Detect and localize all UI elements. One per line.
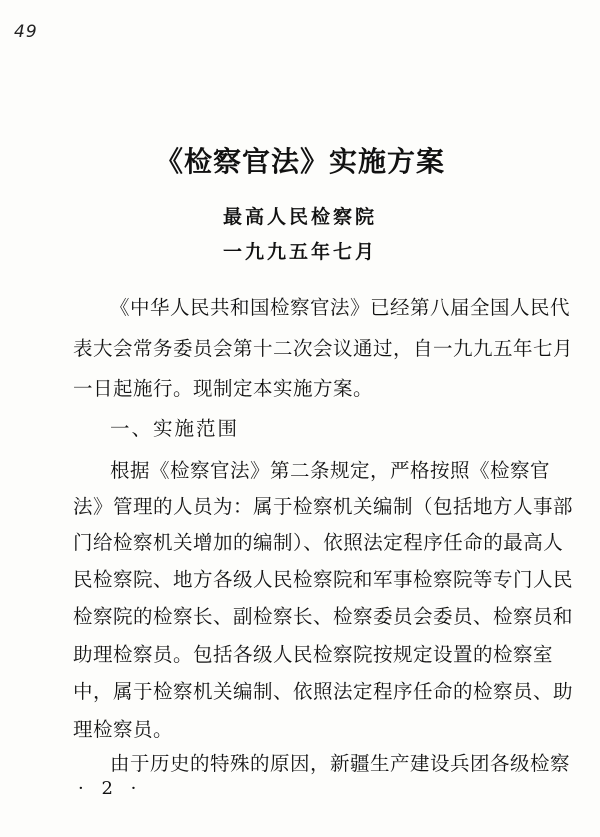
paragraph-2-line: 根据《检察官法》第二条规定，严格按照《检察官 (110, 459, 551, 482)
paragraph-3-line: 由于历史的特殊的原因，新疆生产建设兵团各级检察 (110, 752, 571, 775)
paragraph-2-line: 助理检察员。包括各级人民检察院按规定设置的检察室 (73, 643, 554, 666)
handwritten-page-note: 49 (14, 22, 38, 42)
paragraph-2-line: 检察院的检察长、副检察长、检察委员会委员、检察员和 (73, 605, 574, 628)
paragraph-2-line: 中，属于检察机关编制、依照法定程序任命的检察员、助 (73, 680, 574, 703)
paragraph-1-line: 一日起施行。现制定本实施方案。 (73, 377, 374, 400)
paragraph-2-line: 法》管理的人员为：属于检察机关编制（包括地方人事部 (73, 495, 574, 518)
paragraph-1-line: 《中华人民共和国检察官法》已经第八届全国人民代 (110, 296, 571, 319)
section-heading: 一、实施范围 (110, 417, 240, 440)
document-title: 《检察官法》实施方案 (154, 145, 445, 178)
document-author: 最高人民检察院 (222, 206, 377, 228)
document-date: 一九九五年七月 (222, 241, 377, 263)
paragraph-2-line: 理检察员。 (73, 718, 174, 741)
page-number: · 2 · (78, 778, 143, 799)
paragraph-1-line: 表大会常务委员会第十二次会议通过，自一九九五年七月 (73, 337, 574, 360)
paragraph-2-line: 门给检察机关增加的编制）、依照法定程序任命的最高人 (73, 531, 564, 554)
paragraph-2-line: 民检察院、地方各级人民检察院和军事检察院等专门人民 (73, 568, 574, 591)
